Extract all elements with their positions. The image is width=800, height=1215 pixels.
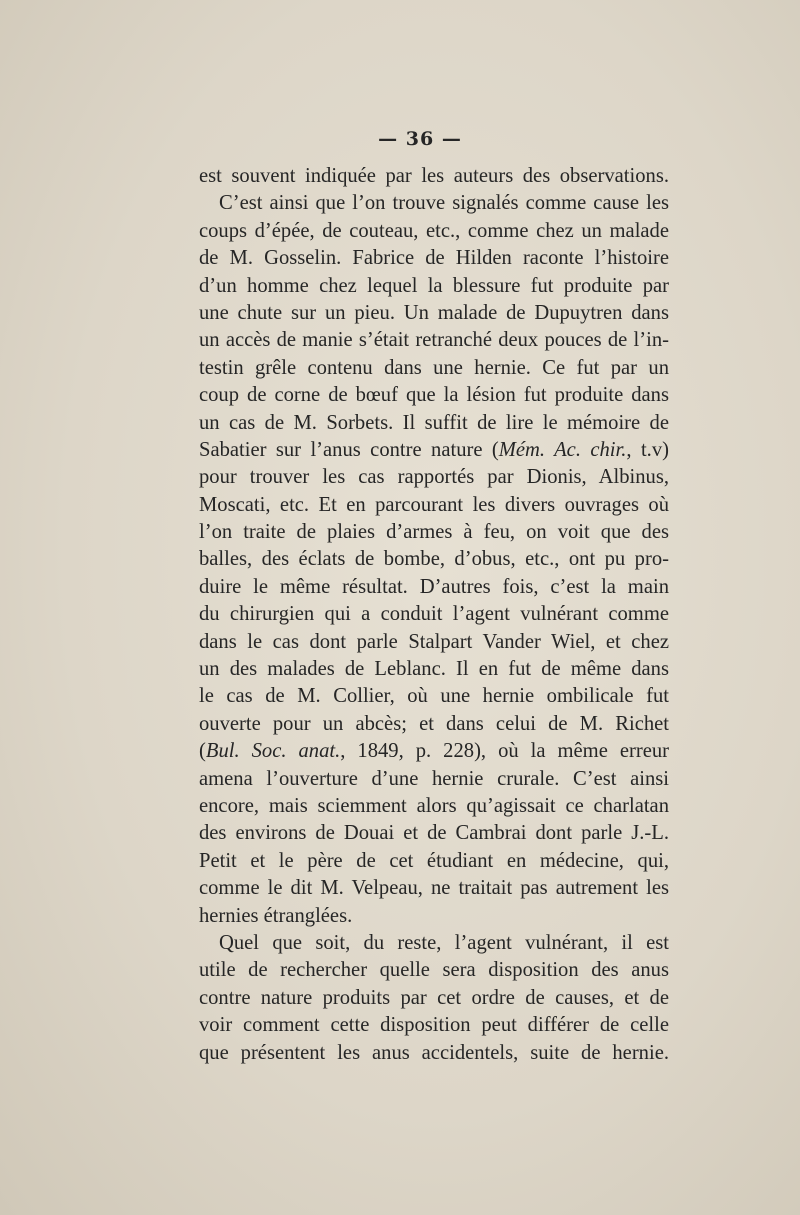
text-line	[199, 957, 669, 984]
text-line	[199, 245, 669, 272]
text-segment: balles, des éclats de bombe, d’obus, etc., ont pu pro-	[199, 548, 669, 571]
text-line	[199, 711, 669, 738]
text-line	[199, 1040, 669, 1067]
text-segment: testin grêle contenu dans une hernie. Ce fut par un	[199, 356, 669, 379]
text-line	[199, 903, 669, 930]
text-line	[199, 464, 669, 491]
text-segment: que présentent les anus accidentels, suite de hernie.	[199, 1041, 669, 1064]
text-line	[199, 1012, 669, 1039]
text-segment: hernies étranglées.	[199, 904, 353, 927]
text-line	[199, 985, 669, 1012]
text-segment: encore, mais sciemment alors qu’agissait ce charlatan	[199, 794, 669, 817]
text-segment: un accès de manie s’était retranché deux pouces de l’in-	[199, 329, 669, 352]
text-segment: un cas de M. Sorbets. Il suffit de lire le mémoire de	[199, 411, 669, 434]
text-segment: coups d’épée, de couteau, etc., comme chez un malade	[199, 219, 669, 242]
italic-citation: Bul. Soc. anat.	[205, 740, 341, 763]
text-segment: contre nature produits par cet ordre de causes, et de	[199, 986, 669, 1009]
text-segment: Sabatier sur l’anus contre nature (	[199, 438, 499, 461]
text-segment: le cas de M. Collier, où une hernie ombilicale fut	[199, 685, 669, 708]
text-segment: d’un homme chez lequel la blessure fut produite par	[199, 274, 669, 297]
text-segment: amena l’ouverture d’une hernie crurale. C’est ainsi	[199, 767, 669, 790]
text-segment: , t.v)	[626, 438, 669, 461]
text-segment: (	[199, 740, 206, 763]
text-line	[199, 218, 669, 245]
text-line	[199, 492, 669, 519]
text-segment: Petit et le père de cet étudiant en médecine, qui,	[199, 849, 669, 872]
text-line	[199, 355, 669, 382]
text-line	[199, 273, 669, 300]
text-line	[199, 629, 669, 656]
text-segment: est souvent indiquée par les auteurs des observations.	[199, 165, 669, 187]
text-segment: l’on traite de plaies d’armes à feu, on voit que des	[199, 521, 669, 544]
text-line	[199, 190, 669, 217]
text-line	[199, 848, 669, 875]
text-segment: duire le même résultat. D’autres fois, c’est la main	[199, 575, 669, 598]
text-line	[199, 546, 669, 573]
text-segment: coup de corne de bœuf que la lésion fut produite dans	[199, 384, 669, 407]
text-segment: des environs de Douai et de Cambrai dont parle J.-L.	[199, 822, 669, 845]
text-segment: dans le cas dont parle Stalpart Vander Wiel, et chez	[199, 630, 669, 653]
text-line	[199, 738, 669, 765]
italic-citation: Mém. Ac. chir.	[498, 438, 627, 461]
text-segment: de M. Gosselin. Fabrice de Hilden raconte l’histoire	[199, 247, 669, 270]
text-line	[199, 793, 669, 820]
text-line	[199, 930, 669, 957]
text-line	[199, 766, 669, 793]
text-line	[199, 382, 669, 409]
text-line	[199, 656, 669, 683]
text-segment: voir comment cette disposition peut différer de celle	[199, 1014, 669, 1037]
text-segment: pour trouver les cas rapportés par Dionis, Albinus,	[199, 466, 669, 489]
text-segment: du chirurgien qui a conduit l’agent vulnérant comme	[199, 603, 669, 626]
text-line	[199, 300, 669, 327]
text-segment: C’est ainsi que l’on trouve signalés comme cause les	[219, 192, 669, 215]
text-line	[199, 683, 669, 710]
text-line	[199, 875, 669, 902]
text-segment: , 1849, p. 228), où la même erreur	[340, 740, 669, 763]
text-segment: utile de rechercher quelle sera disposition des anus	[199, 959, 669, 982]
text-line	[199, 820, 669, 847]
text-line	[199, 437, 669, 464]
text-line	[199, 519, 669, 546]
text-segment: ouverte pour un abcès; et dans celui de M. Richet	[199, 712, 669, 735]
body-text	[199, 163, 669, 1067]
text-line	[199, 574, 669, 601]
text-segment: un des malades de Leblanc. Il en fut de même dans	[199, 658, 669, 681]
page-number: — 36 —	[378, 128, 462, 150]
text-line	[199, 410, 669, 437]
text-segment: Quel que soit, du reste, l’agent vulnérant, il est	[219, 931, 669, 954]
text-line	[199, 327, 669, 354]
text-line	[199, 163, 669, 190]
text-segment: comme le dit M. Velpeau, ne traitait pas autrement les	[199, 877, 669, 900]
text-line	[199, 601, 669, 628]
text-segment: Moscati, etc. Et en parcourant les divers ouvrages où	[199, 493, 669, 516]
text-segment: une chute sur un pieu. Un malade de Dupuytren dans	[199, 301, 669, 324]
